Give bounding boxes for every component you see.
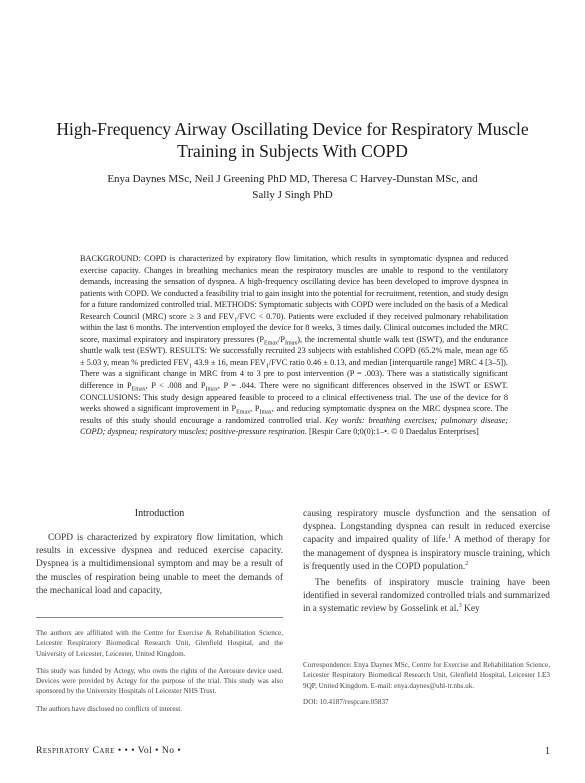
abstract-text-2: /FVC < 0.70). Patients were excluded if they received pulmonary rehabilitation within the last 6 months. The intervention employed the device for 8 weeks, 3 times daily. Clinical outcomes included the MRC score, maximal expiratory and inspiratory pressures (P <box>80 311 508 344</box>
correspondence-block <box>303 660 550 706</box>
abstract-text-1: BACKGROUND: COPD is characterized by expiratory flow limitation, which results in symptomatic dyspnea and reduced exercise capacity. Changes in breathing mechanics mean the respiratory muscles are unable to respond to the ventilatory demands, increasing the sensation of dyspnea. A high-frequency oscillating device has been developed to improve dyspnea in patients with COPD. We conducted a feasibility trial to gain insight into the potential for recruitment, retention, and study design for a future randomized controlled trial. METHODS: Symptomatic subjects with COPD were included on the basis of a Medical Research Council (MRC) score ≥ 3 and FEV <box>80 254 508 321</box>
subscript: Imax <box>259 409 272 416</box>
abstract-text-4: ), the incremental shuttle walk test (ISWT), and the endurance shuttle walk test (ESWT). RESULTS: We successfully recruited 23 subjects with established COPD (65.2% male, mean age 65 ± 5.03 y, mean % predicted FEV <box>80 334 508 367</box>
abstract-text-3: /P <box>278 334 285 344</box>
abstract-text-6: /FVC ratio 0.46 ± 0.13, and median [interquartile range] MRC 4 [3–5]). There was a significant change in MRC from 4 to 3 pre to post intervention (P = .003). There was a statistically significant difference in P <box>80 357 508 391</box>
abstract-text-9: , P <box>250 404 260 414</box>
subscript: Imax <box>284 340 298 347</box>
section-heading: Introduction <box>134 508 185 519</box>
citation-ref: 1 <box>448 534 452 541</box>
subscript: 1 <box>234 317 238 324</box>
author-line-1: Enya Daynes MSc, Neil J Greening PhD MD, Theresa C Harvey-Dunstan MSc, and <box>107 173 478 185</box>
subscript: Imax <box>205 386 218 393</box>
footnote-affiliation: The authors are affiliated with the Centre for Exercise & Rehabilitation Science, Leicester Respiratory Biomedical Research Unit, Glenfield Hospital, and the University of Leicester, Leicester, United Kingdom. <box>36 629 283 658</box>
issue-info: • • • Vol • No • <box>114 746 182 756</box>
abstract-text-8: , P = .044. There were no significant differences observed in the ISWT or ESWT. CONCLUSIONS: This study design appeared feasible to proceed to a clinical effectiveness trial. The use of the device for 8 weeks showed a significant improvement in P <box>80 381 508 414</box>
correspondence: Correspondence: Enya Daynes MSc, Centre for Exercise and Rehabilitation Science, Leicester Respiratory Biomedical Research Unit, Glenfield Hospital, Leicester LE3 9QP, United Kingdom. E-mail: enya.daynes@uhl-tr.nhs.uk. <box>303 661 550 690</box>
abstract-text-10: , and reducing symptomatic dyspnea on the MRC dyspnea score. The results of this study should encourage a randomized controlled trial. <box>80 404 508 425</box>
citation-ref: 2 <box>465 560 469 567</box>
author-line-2: Sally J Singh PhD <box>252 189 333 201</box>
footnotes <box>36 617 283 721</box>
page-number: 1 <box>545 746 550 757</box>
subscript: Emax <box>264 340 279 347</box>
intro-paragraph-1: COPD is characterized by expiratory flow limitation, which results in excessive dyspnea and reduced exercise capacity. Dyspnea is a multidimensional symptom and may be a result of the muscles of respiration being unable to meet the demands of the mechanical load and capacity, <box>36 533 283 596</box>
intro-paragraph-2: The benefits of inspiratory muscle training have been identified in several randomized controlled trials and summarized in a systematic review by Gosselink et al.$^3$ Key <box>303 578 550 615</box>
author-list <box>60 171 525 203</box>
abstract-text-5: 43.9 ± 16, mean FEV <box>192 357 266 367</box>
right-column <box>303 508 550 617</box>
doi: DOI: 10.4187/respcare.05837 <box>303 697 389 706</box>
footnote-funding: This study was funded by Actegy, who owns the rights of the Aerosure device used. Devices were provided by Actegy for the purpose of the trial. This study was also sponsored by the University Hospitals of Leicester NHS Trust. <box>36 666 283 696</box>
journal-name: Respiratory Care <box>36 746 115 756</box>
subscript: 1 <box>265 363 269 370</box>
citation: [Respir Care 0;0(0):1–•. © 0 Daedalus Enterprises] <box>306 427 479 437</box>
footnote-conflicts: The authors have disclosed no conflicts of interest. <box>36 704 183 713</box>
paper-title: High-Frequency Airway Oscillating Device for Respiratory Muscle Training in Subjects With COPD <box>56 119 529 161</box>
subscript: 1 <box>189 363 193 370</box>
subscript: Emax <box>236 409 251 416</box>
abstract <box>80 253 508 438</box>
keywords: Key words: breathing exercises; pulmonary disease; COPD; dyspnea; respiratory muscles; positive-pressure respiration. <box>80 415 508 437</box>
subscript: Emax <box>131 386 146 393</box>
running-footer <box>36 746 181 756</box>
abstract-text-7: , P < .008 and P <box>145 381 206 391</box>
citation-ref: 3 <box>458 603 462 610</box>
intro-paragraph-1-continued: causing respiratory muscle dysfunction and the sensation of dyspnea. Longstanding dyspnea can result in reduced exercise capacity and impaired quality of life.$^1$ A method of therapy for the management of dyspnea is inspiratory muscle training, which is frequently used in the COPD population.$^2$ <box>303 509 550 572</box>
left-column <box>36 508 283 598</box>
